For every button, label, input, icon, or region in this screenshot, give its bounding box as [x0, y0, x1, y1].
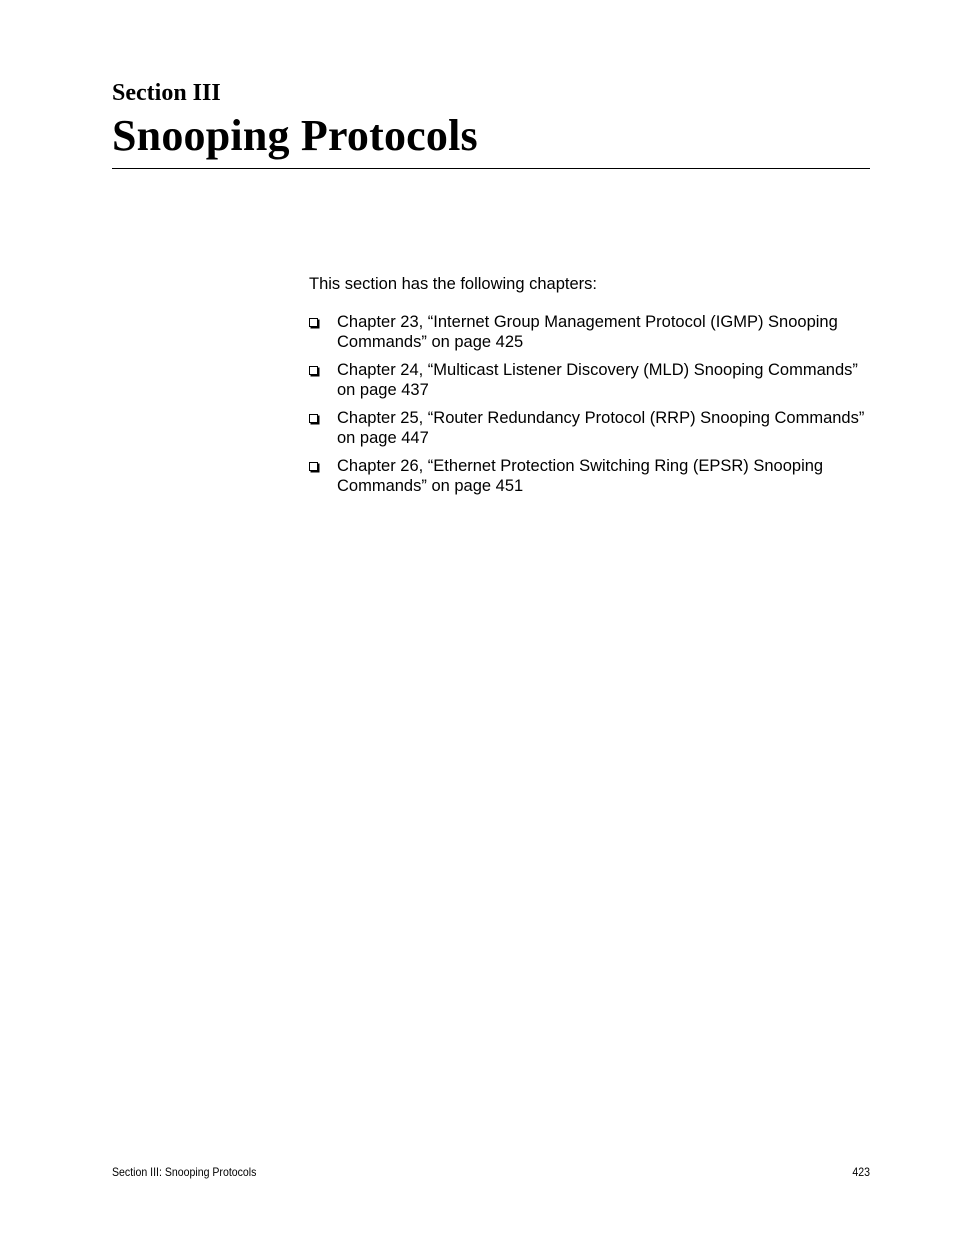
chapter-link-text[interactable]: Chapter 25, “Router Redundancy Protocol (RRP) Snooping Commands” on page 447 — [337, 409, 865, 447]
chapter-list — [309, 312, 869, 496]
chapter-item — [309, 312, 869, 352]
footer-section-title: Section III: Snooping Protocols — [112, 1165, 257, 1179]
chapter-link-text[interactable]: Chapter 23, “Internet Group Management Protocol (IGMP) Snooping Commands” on page 425 — [337, 313, 838, 351]
page-title: Snooping Protocols — [112, 111, 478, 160]
section-body — [309, 274, 869, 504]
section-label: Section III — [112, 80, 221, 106]
title-divider — [112, 168, 870, 169]
chapter-item — [309, 408, 869, 448]
checkbox-bullet-icon — [309, 462, 318, 471]
chapter-item — [309, 456, 869, 496]
checkbox-bullet-icon — [309, 366, 318, 375]
intro-text: This section has the following chapters: — [309, 275, 597, 293]
chapter-link-text[interactable]: Chapter 24, “Multicast Listener Discovery (MLD) Snooping Commands” on page 437 — [337, 361, 858, 399]
footer-page-number: 423 — [852, 1165, 870, 1179]
chapter-item — [309, 360, 869, 400]
checkbox-bullet-icon — [309, 414, 318, 423]
chapter-link-text[interactable]: Chapter 26, “Ethernet Protection Switching Ring (EPSR) Snooping Commands” on page 451 — [337, 457, 824, 495]
checkbox-bullet-icon — [309, 318, 318, 327]
